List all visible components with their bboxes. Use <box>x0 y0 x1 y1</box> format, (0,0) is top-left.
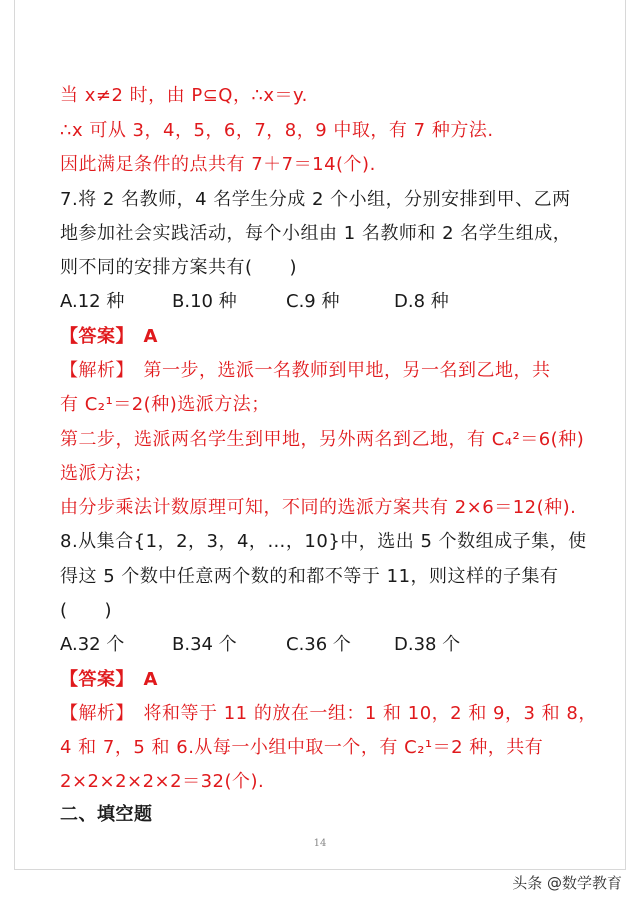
page-number: 14 <box>313 838 327 849</box>
question-8-line-2: 得这 5 个数中任意两个数的和都不等于 11，则这样的子集有 <box>60 566 559 587</box>
question-7-analysis-line-4: 选派方法； <box>60 463 153 484</box>
question-8-line-3: ( ) <box>60 600 113 621</box>
question-8-analysis-line-2: 4 和 7，5 和 6.从每一小组中取一个，有 C₂¹＝2 种，共有 <box>60 737 544 758</box>
question-8-answer: 【答案】 A <box>60 669 158 690</box>
question-7-answer: 【答案】 A <box>60 326 158 347</box>
question-7-line-3: 则不同的安排方案共有( ) <box>60 257 298 278</box>
question-7-option-d: D.8 种 <box>394 291 449 312</box>
question-8-analysis-line-1: 【解析】 将和等于 11 的放在一组：1 和 10，2 和 9，3 和 8， <box>60 703 597 724</box>
question-8-line-1: 8.从集合{1，2，3，4，…，10}中，选出 5 个数组成子集，使 <box>60 531 587 552</box>
watermark: 头条 @数学教育 <box>512 874 622 892</box>
question-7-option-b: B.10 种 <box>172 291 237 312</box>
question-8-option-c: C.36 个 <box>286 634 351 655</box>
question-8-option-a: A.32 个 <box>60 634 125 655</box>
question-7-line-1: 7.将 2 名教师，4 名学生分成 2 个小组，分别安排到甲、乙两 <box>60 189 571 210</box>
text-line-total: 因此满足条件的点共有 7＋7＝14(个). <box>60 154 376 175</box>
question-7-line-2: 地参加社会实践活动，每个小组由 1 名教师和 2 名学生组成， <box>60 223 572 244</box>
question-8-option-d: D.38 个 <box>394 634 461 655</box>
question-7-option-c: C.9 种 <box>286 291 340 312</box>
question-7-analysis-line-5: 由分步乘法计数原理可知，不同的选派方案共有 2×6＝12(种). <box>60 497 577 518</box>
question-7-analysis-line-3: 第二步，选派两名学生到甲地，另外两名到乙地，有 C₄²＝6(种) <box>60 429 585 450</box>
question-8-analysis-line-3: 2×2×2×2×2＝32(个). <box>60 771 265 792</box>
question-7-analysis-line-1: 【解析】 第一步，选派一名教师到甲地，另一名到乙地，共 <box>60 360 551 381</box>
text-line-case: 当 x≠2 时，由 P⊆Q，∴x＝y. <box>60 85 308 106</box>
question-8-option-b: B.34 个 <box>172 634 237 655</box>
text-line-ways: ∴x 可从 3，4，5，6，7，8，9 中取，有 7 种方法. <box>60 120 494 141</box>
question-7-analysis-line-2: 有 C₂¹＝2(种)选派方法； <box>60 394 270 415</box>
question-7-option-a: A.12 种 <box>60 291 125 312</box>
section-heading-fill-in: 二、填空题 <box>60 804 153 825</box>
